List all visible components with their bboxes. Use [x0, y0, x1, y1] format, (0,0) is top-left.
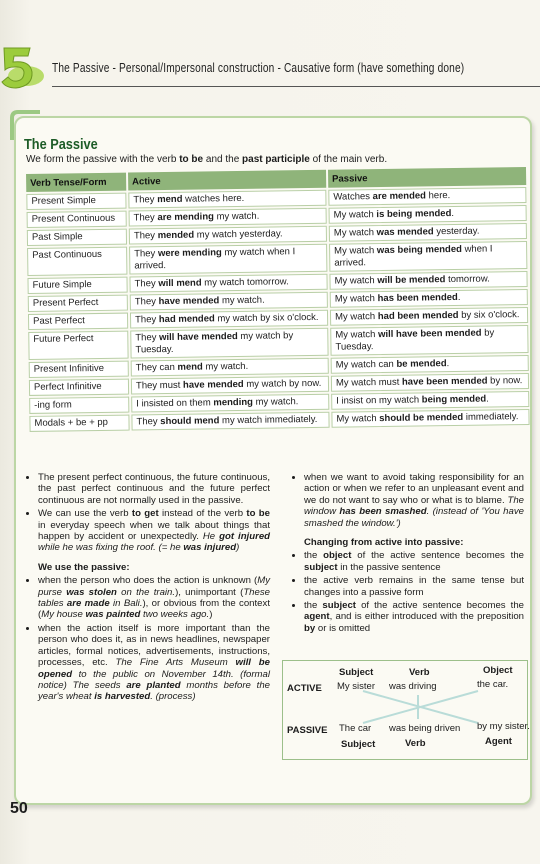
passive-segment: My watch	[334, 293, 378, 305]
active-segment: will mend	[158, 277, 202, 290]
active-cell	[129, 244, 327, 275]
diagram-bottom-agent: Agent	[485, 736, 512, 747]
intro-part: and the	[203, 154, 243, 165]
tense-cell: Future Simple	[27, 277, 127, 294]
passive-cell	[328, 187, 526, 206]
active-segment: my watch by Tuesday.	[135, 330, 294, 356]
note-segment: My house	[41, 609, 86, 621]
active-segment: my watch.	[219, 294, 265, 307]
left-column	[24, 472, 270, 705]
note-segment: )	[236, 542, 240, 554]
page-number: 50	[10, 800, 28, 817]
passive-segment: should be mended	[379, 411, 464, 425]
active-segment: were mending	[157, 247, 222, 260]
note-segment: instead of the verb	[158, 508, 247, 520]
passive-segment: had been mended	[377, 309, 459, 323]
note-segment: or is omitted	[315, 622, 371, 634]
note-segment: in everyday speech when we talk about things that happen by accident or unexpectedly.	[38, 519, 270, 543]
passive-segment: I insist on my watch	[336, 394, 422, 407]
tense-cell: Perfect Infinitive	[29, 379, 129, 396]
passive-segment: My watch	[336, 413, 380, 425]
passive-segment: My watch	[333, 227, 377, 239]
note-segment: ), unimportant (	[175, 586, 244, 598]
passive-segment: by six o'clock.	[458, 309, 520, 321]
right-bullets-2	[290, 550, 524, 634]
note-item	[304, 472, 524, 529]
tense-cell: Present Infinitive	[29, 361, 129, 378]
active-segment: my watch tomorrow.	[201, 276, 289, 289]
note-segment: the active verb remains in the same tense but changes into a passive form	[304, 575, 524, 598]
note-segment: was injured	[183, 542, 237, 554]
passive-segment: when I arrived.	[334, 243, 493, 269]
right-column	[290, 472, 524, 636]
right-subhead: Changing from active into passive:	[304, 537, 464, 549]
left-bullets-2	[24, 575, 270, 702]
diagram-passive-label: PASSIVE	[287, 725, 328, 736]
active-cell	[129, 226, 327, 245]
passive-cell	[329, 271, 527, 290]
intro-text	[26, 154, 387, 165]
passive-segment: My watch	[335, 329, 379, 341]
passive-segment: My watch	[334, 311, 378, 323]
active-cell	[128, 190, 326, 209]
note-segment: ), or obvious from the context (	[38, 598, 270, 621]
note-item	[38, 575, 270, 621]
note-segment: will be opened	[38, 657, 270, 680]
passive-cell	[331, 355, 529, 374]
active-segment: They	[134, 278, 159, 290]
passive-segment: have been mended	[401, 375, 488, 388]
passive-segment: by now.	[487, 375, 523, 387]
intro-part: of the main verb.	[309, 154, 388, 165]
active-segment: They	[133, 194, 158, 206]
passive-cell	[330, 325, 528, 356]
note-segment: The window	[304, 494, 524, 518]
tense-cell: Past Simple	[27, 229, 127, 246]
header-passive: Passive	[328, 167, 526, 188]
tense-cell: Past Continuous	[27, 247, 127, 276]
active-segment: They can	[135, 361, 178, 374]
passive-tenses-table	[24, 165, 532, 434]
active-segment: my watch.	[252, 396, 299, 408]
passive-segment: .	[457, 291, 461, 303]
note-segment: two weeks ago.	[140, 609, 210, 621]
note-segment: The present perfect continuous, the future continuous, the past perfect continuous and the future perfect continuous are not normally used in the passive.	[38, 472, 270, 506]
note-segment: , and is either introduced with the preposition	[329, 611, 524, 623]
note-segment: of the active sentence becomes the	[356, 600, 524, 612]
active-segment: have mended	[158, 295, 220, 308]
tense-cell: -ing form	[29, 397, 129, 414]
note-segment: object	[323, 550, 352, 562]
note-segment: on the train.	[116, 586, 176, 598]
tense-cell: Future Perfect	[28, 331, 128, 360]
note-segment: when the action itself is more important than the person who does it, as in news headlines, newspaper articles, formal notices, advertisements, instructions, processes, etc.	[38, 622, 270, 669]
active-segment: I insisted on them	[136, 397, 214, 410]
passive-segment: My watch	[334, 275, 378, 287]
diagram-active-object: the car.	[477, 679, 509, 690]
active-cell	[130, 310, 328, 329]
note-segment: are made	[66, 598, 110, 610]
active-segment: will have mended	[159, 331, 238, 344]
note-segment: )	[209, 609, 213, 621]
passive-segment: was being mended	[376, 243, 462, 257]
left-subhead: We use the passive:	[38, 561, 130, 573]
passive-segment: yesterday.	[433, 225, 480, 238]
diagram-bottom-subject: Subject	[341, 739, 376, 750]
tense-cell: Present Continuous	[27, 211, 127, 228]
note-segment: the	[304, 600, 323, 612]
header-rule	[52, 86, 540, 87]
passive-segment: immediately.	[463, 411, 519, 423]
note-segment: to get	[131, 508, 159, 520]
chapter-title: The Passive - Personal/Impersonal construction - Causative form (have something done)	[52, 60, 465, 75]
tense-cell: Past Perfect	[28, 313, 128, 330]
active-segment: They	[134, 296, 159, 308]
active-segment: They	[134, 314, 159, 326]
note-item	[38, 472, 270, 506]
note-segment: has been smashed	[339, 506, 427, 518]
active-segment: my watch by now.	[243, 377, 322, 390]
note-segment: . (instead of 'You have smashed the window.')	[304, 506, 524, 529]
note-segment: My purse	[38, 575, 270, 598]
active-cell	[131, 358, 329, 377]
active-segment: They	[136, 416, 161, 428]
active-segment: should mend	[160, 415, 220, 428]
unit-logo-icon	[0, 42, 46, 94]
passive-segment: Watches	[333, 191, 373, 203]
right-bullets-1	[290, 472, 524, 529]
active-cell	[130, 292, 328, 311]
passive-segment: be mended	[396, 358, 447, 370]
note-segment: agent	[304, 611, 330, 623]
passive-segment: has been mended	[377, 291, 458, 305]
active-segment: are mending	[157, 211, 214, 224]
passive-segment: by Tuesday.	[335, 327, 495, 353]
note-segment: when we want to avoid taking responsibility for an action or when we refer to an unpleasant event and we do not want to say who or what is to blame.	[304, 472, 524, 506]
note-segment: months before the year's wheat	[38, 679, 270, 703]
note-segment: is harvested	[94, 691, 151, 703]
table-row	[28, 325, 528, 360]
note-item	[304, 575, 524, 598]
passive-segment: .	[446, 358, 450, 370]
active-cell	[131, 394, 329, 413]
note-segment: the	[304, 550, 324, 562]
active-segment: my watch immediately.	[219, 413, 318, 427]
passive-segment: is being mended	[376, 208, 452, 221]
intro-bold: past participle	[242, 154, 310, 165]
passive-segment: My watch	[333, 209, 377, 221]
table-body	[26, 187, 529, 432]
active-segment: have mended	[182, 378, 244, 391]
active-cell	[129, 208, 327, 227]
note-segment: of the active sentence becomes the	[351, 550, 524, 562]
tense-cell: Present Perfect	[28, 295, 128, 312]
intro-bold: to be	[179, 154, 204, 165]
note-segment: He	[202, 531, 220, 543]
table-row	[27, 241, 527, 276]
active-cell	[129, 274, 327, 293]
note-item	[304, 550, 524, 573]
active-segment: my watch yesterday.	[194, 228, 283, 241]
passive-segment: was mended	[376, 226, 434, 239]
note-item	[38, 508, 270, 554]
note-segment: The Fine Arts Museum	[115, 657, 236, 669]
active-segment: They	[135, 332, 160, 344]
passive-segment: .	[486, 393, 489, 405]
note-segment: was stolen	[66, 586, 117, 598]
active-segment: mending	[213, 396, 254, 409]
passive-cell	[329, 241, 527, 272]
note-item	[304, 600, 524, 634]
passive-segment: will be mended	[377, 274, 446, 287]
passive-segment: My watch can	[335, 358, 397, 371]
intro-part: We form the passive with the verb	[26, 154, 180, 165]
passive-segment: tomorrow.	[445, 273, 490, 286]
passive-segment: here.	[425, 190, 451, 202]
diagram-top-object: Object	[483, 665, 513, 676]
active-cell	[131, 412, 329, 431]
note-segment: in Bali.	[109, 598, 143, 610]
note-segment: These tables	[38, 586, 270, 610]
active-passive-diagram	[282, 660, 528, 760]
diagram-top-verb: Verb	[409, 667, 430, 678]
passive-cell	[331, 391, 529, 410]
note-segment: to the public on November 14th. (formal notice)	[38, 668, 270, 691]
diagram-passive-verb: was being driven	[389, 723, 461, 734]
passive-cell	[329, 223, 527, 242]
left-bullets-1	[24, 472, 270, 554]
note-segment: by	[304, 622, 316, 634]
passive-segment: will have been mended	[377, 327, 482, 341]
passive-cell	[331, 409, 529, 428]
active-segment: They	[133, 230, 158, 242]
active-segment: They must	[135, 379, 184, 392]
passive-segment: .	[451, 208, 455, 220]
diagram-active-verb: was driving	[389, 681, 437, 692]
note-segment: got injured	[219, 531, 271, 543]
note-segment: . (process)	[150, 691, 196, 703]
active-segment: my watch.	[202, 360, 249, 373]
section-title: The Passive	[24, 136, 98, 153]
passive-cell	[329, 205, 527, 224]
active-segment: mend	[157, 193, 183, 206]
passive-cell	[331, 373, 529, 392]
diagram-passive-agent: by my sister.	[477, 721, 530, 732]
passive-cell	[330, 289, 528, 308]
diagram-active-subject: My sister	[337, 681, 375, 692]
note-segment: We can use the verb	[38, 508, 132, 520]
active-segment: my watch.	[213, 210, 260, 223]
diagram-passive-subject: The car	[339, 723, 372, 734]
note-item	[38, 623, 270, 703]
note-segment: was painted	[85, 609, 141, 621]
active-segment: mended	[157, 229, 195, 242]
diagram-bottom-verb: Verb	[405, 738, 426, 749]
passive-segment: My watch must	[335, 376, 403, 389]
note-segment: while he was fixing the roof. (= he	[38, 542, 184, 554]
active-cell	[130, 328, 328, 359]
note-segment: subject	[304, 561, 338, 573]
note-segment: to be	[246, 508, 270, 520]
active-segment: They	[133, 212, 158, 224]
active-segment: They	[134, 248, 158, 260]
note-segment: in the passive sentence	[337, 561, 441, 573]
diagram-top-subject: Subject	[339, 667, 374, 678]
header-active: Active	[128, 170, 326, 191]
passive-segment: are mended	[372, 190, 427, 203]
passive-segment: being mended	[421, 393, 487, 406]
active-segment: mend	[177, 361, 203, 373]
active-segment: had mended	[158, 313, 215, 326]
passive-segment: My watch	[334, 245, 377, 257]
active-segment: my watch by six o'clock.	[214, 311, 319, 325]
header-tense: Verb Tense/Form	[26, 173, 126, 192]
note-segment: when the person who does the action is unknown (	[38, 575, 258, 587]
note-segment: The seeds	[72, 679, 127, 691]
active-segment: watches here.	[182, 192, 245, 205]
note-segment: are planted	[126, 679, 181, 691]
note-segment: subject	[322, 600, 356, 612]
active-segment: my watch when I arrived.	[134, 246, 296, 272]
passive-cell	[330, 307, 528, 326]
tense-cell: Present Simple	[26, 193, 126, 210]
diagram-active-label: ACTIVE	[287, 683, 322, 694]
active-cell	[131, 376, 329, 395]
tense-cell: Modals + be + pp	[29, 415, 129, 432]
